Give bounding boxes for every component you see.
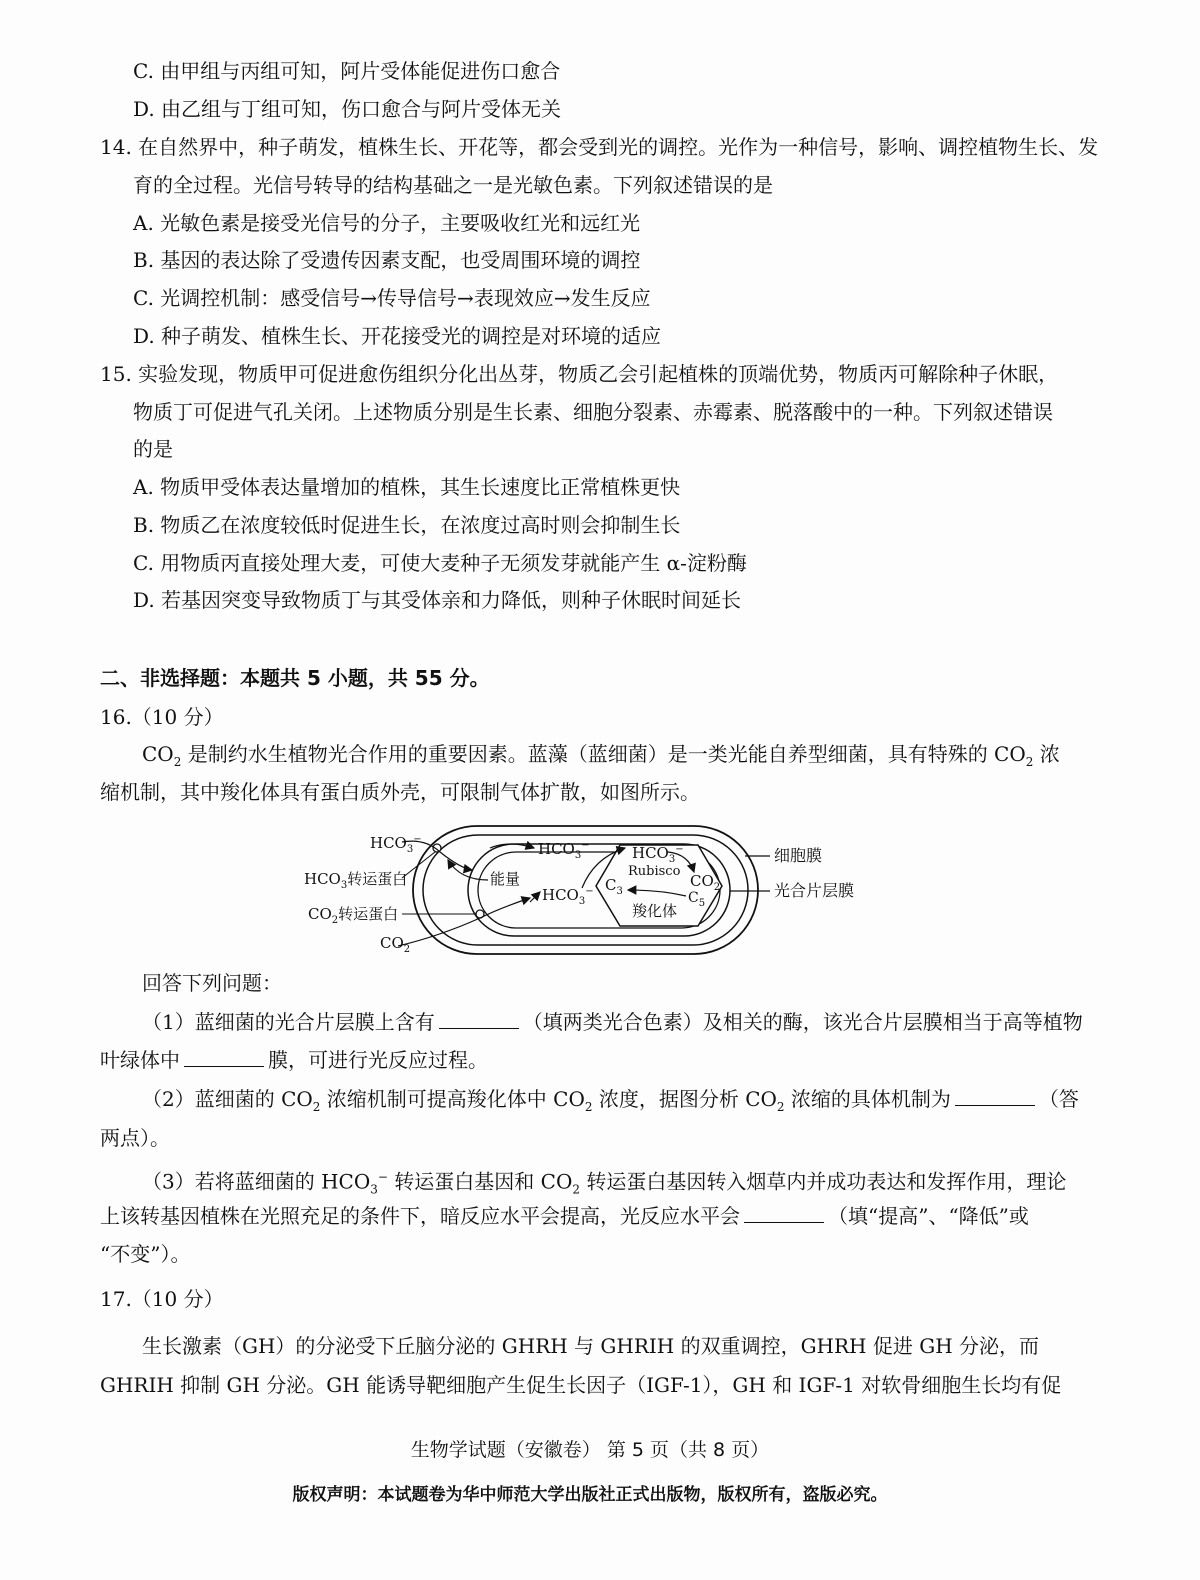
page-footer-title: 生物学试题（安徽卷） 第 5 页（共 8 页）	[410, 1439, 770, 1461]
q13-option-d: D. 由乙组与丁组可知，伤口愈合与阿片受体无关	[133, 97, 562, 121]
label-carboxysome: 羧化体	[632, 902, 678, 920]
q16-part-3-line-3: “不变”）。	[100, 1242, 191, 1266]
q17-header: 17.（10 分）	[100, 1287, 224, 1311]
label-cell-membrane: 细胞膜	[774, 846, 823, 865]
label-c5: $C_5$	[688, 890, 706, 909]
q16-part-3-line-2: 上该转基因植株在光照充足的条件下，暗反应水平会提高，光反应水平会 （填“提高”、“降低”或	[100, 1204, 1029, 1228]
q17-line-1: 生长激素（GH）的分泌受下丘脑分泌的 GHRH 与 GHRIH 的双重调控，GHRH 促进 GH 分泌，而	[142, 1334, 1039, 1358]
q16-part-2-line-2: 两点）。	[100, 1126, 170, 1150]
q14-option-c: C. 光调控机制：感受信号→传导信号→表现效应→发生反应	[133, 286, 651, 310]
label-hco3-transporter: $HCO_3$转运蛋白	[304, 870, 408, 891]
q16-part-3-line-1: （3）若将蓝细菌的 $HCO_3^-$ 转运蛋白基因和 $CO_2$ 转运蛋白基因转入烟草内并成功表达和发挥作用，理论	[142, 1169, 1067, 1197]
q16-part-1-line-2: 叶绿体中 膜，可进行光反应过程。	[100, 1048, 488, 1072]
label-hco3-inner-mid: $HCO_3^-$	[542, 886, 594, 907]
answer-blank[interactable]	[184, 1048, 264, 1067]
copyright-notice: 版权声明：本试题卷为华中师范大学出版社正式出版物，版权所有，盗版必究。	[292, 1485, 888, 1505]
label-rubisco: Rubisco	[628, 864, 681, 879]
q16-header: 16.（10 分）	[100, 705, 224, 729]
label-co2-carboxysome: $CO_2$	[690, 872, 721, 893]
q13-option-c: C. 由甲组与丙组可知，阿片受体能促进伤口愈合	[133, 59, 561, 83]
q15-option-b: B. 物质乙在浓度较低时促进生长，在浓度过高时则会抑制生长	[133, 513, 681, 537]
q16-answer-prompt: 回答下列问题：	[142, 971, 282, 995]
cyanobacteria-diagram	[290, 818, 890, 963]
label-hco3-carboxysome: $HCO_3^-$	[632, 844, 684, 865]
label-hco3-inner-top: $HCO_3^-$	[538, 840, 590, 861]
q15-option-d: D. 若基因突变导致物质丁与其受体亲和力降低，则种子休眠时间延长	[133, 588, 742, 612]
q15-stem-line-3: 的是	[133, 437, 173, 461]
arrow-co2-to-hco3	[530, 892, 540, 902]
q14-stem-line-2: 育的全过程。光信号转导的结构基础之一是光敏色素。下列叙述错误的是	[133, 173, 773, 197]
q16-intro-line-1: $CO_2$ 是制约水生植物光合作用的重要因素。蓝藻（蓝细菌）是一类光能自养型细菌，具有特殊的 $CO_2$ 浓	[142, 742, 1060, 769]
label-thylakoid-membrane: 光合片层膜	[774, 881, 855, 900]
q16-intro-line-2: 缩机制，其中羧化体具有蛋白质外壳，可限制气体扩散，如图所示。	[100, 780, 700, 804]
label-co2-outside: $CO_2$	[380, 934, 411, 955]
label-hco3-outside: $HCO_3^-$	[370, 834, 422, 855]
q14-option-d: D. 种子萌发、植株生长、开花接受光的调控是对环境的适应	[133, 324, 662, 348]
q16-part-2-line-1: （2）蓝细菌的 $CO_2$ 浓缩机制可提高羧化体中 $CO_2$ 浓度，据图分析 $CO_2$ 浓缩的具体机制为 （答	[142, 1087, 1079, 1114]
q14-option-b: B. 基因的表达除了受遗传因素支配，也受周围环境的调控	[133, 248, 641, 272]
answer-blank[interactable]	[744, 1204, 824, 1223]
answer-blank[interactable]	[955, 1087, 1035, 1106]
label-c3: $C_3$	[605, 876, 623, 897]
q14-stem-line-1: 14. 在自然界中，种子萌发，植株生长、开花等，都会受到光的调控。光作为一种信号，影响、调控植物生长、发	[100, 135, 1099, 159]
q15-stem-line-1: 15. 实验发现，物质甲可促进愈伤组织分化出丛芽，物质乙会引起植株的顶端优势，物质丙可解除种子休眠，	[100, 362, 1059, 386]
section-heading: 二、非选择题：本题共 5 小题，共 55 分。	[100, 666, 490, 690]
answer-blank[interactable]	[439, 1010, 519, 1029]
q17-line-2: GHRIH 抑制 GH 分泌。GH 能诱导靶细胞产生促生长因子（IGF-1），GH 和 IGF-1 对软骨细胞生长均有促	[100, 1373, 1062, 1397]
q14-option-a: A. 光敏色素是接受光信号的分子，主要吸收红光和远红光	[133, 211, 641, 235]
q15-stem-line-2: 物质丁可促进气孔关闭。上述物质分别是生长素、细胞分裂素、赤霉素、脱落酸中的一种。下列叙述错误	[133, 400, 1053, 424]
q15-option-a: A. 物质甲受体表达量增加的植株，其生长速度比正常植株更快	[133, 475, 681, 499]
q16-part-1-line-1: （1）蓝细菌的光合片层膜上含有 （填两类光合色素）及相关的酶，该光合片层膜相当于高等植物	[142, 1010, 1083, 1034]
arrow-energy	[448, 860, 488, 880]
label-energy: 能量	[490, 870, 521, 888]
q15-option-c: C. 用物质丙直接处理大麦，可使大麦种子无须发芽就能产生 α-淀粉酶	[133, 551, 747, 575]
arrow-co2-in	[398, 898, 530, 946]
label-co2-transporter: $CO_2$转运蛋白	[308, 905, 399, 926]
